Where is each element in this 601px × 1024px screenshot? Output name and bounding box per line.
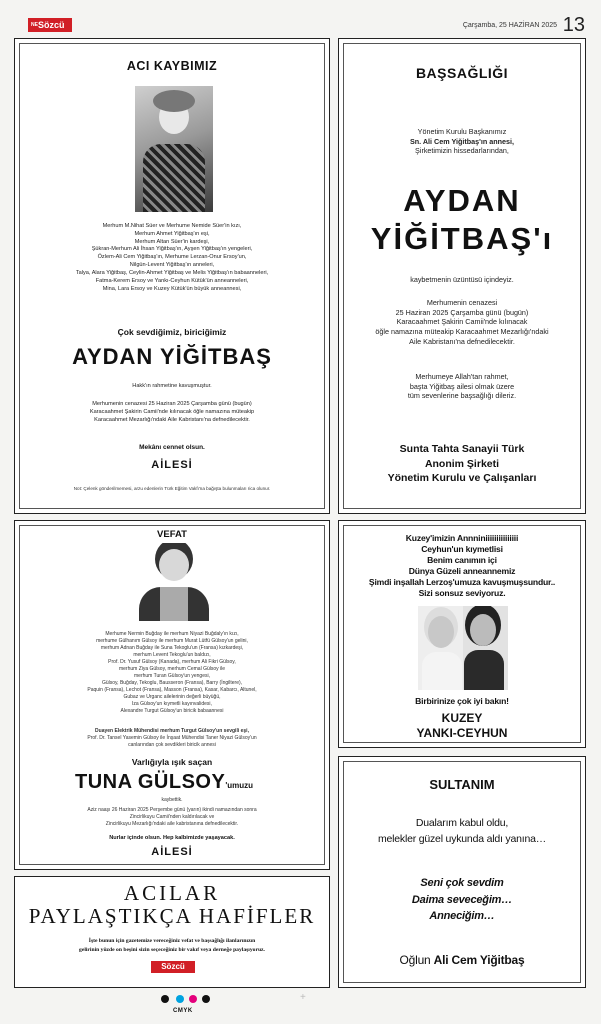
ad4-family-photo — [418, 606, 508, 690]
ad1-family-text: Merhum M.Nihat Süer ve Merhume Nemide Süer'in kızı, Merhum Ahmet Yiğitbaş'ın eşi, Merhum Altan Süer'in kardeşi, Şükran-Merhum Ali İhsan Yiğitbaş'ın, Ayşen Yiğitbaş'ın yengeleri, Özlem-Ali Cem Yiğitbaş'ın, Merhume Lerzan-Onur Ersoy'un, Nilgün-Levent Yiğitbaş'ın anneleri, Talya, Alara Yiğitbaş, Ceylin-Ahmet Yiğitbaş ve Melis Yiğitbaş'ın babaanneleri, Fatma-Kerem Ersoy ve Yankı-Ceyhun Kütük'ün anneanneleri, Mina, Lara Ersoy ve Kuzey Kütük'ün büyük anneannesi, — [75, 223, 269, 292]
ad1-beloved: Çok sevdiğimiz, biriciğimiz — [117, 327, 227, 337]
promo-logo: Sözcü — [151, 961, 195, 973]
ad3-family-text: Merhume Nermin Buğday ile merhum Niyazi Buğdaly'ın kızı, merhume Gülhanım Gülsoy ile merhum Murat Lütfü Gülsoy'un gelini, merhum Adnan Buğday ile Suna Tekoglu'un (Fransa) kızkardeşi, merhum Levent Tekoglu'un baldızı, Prof. Dr. Yusuf Gülsoy (Kanada), merhum Ali Fikri Gülsoy, merhum Ziya Gülsoy, merhum Cemal Gülsoy ile merhum Turan Gülsoy'un yengesi, Gülsoy, Buğday, Tekoglu, Bausseron (Fransa), Barry (İngiltere), Paquin (Fransa), Lechot (Fransa), Masson (Fransa), Kasar, Kabarcı, Altunel, Gubaz ve Urganc ailelerinin değerli büyüğü, Iza Gülsoy'un kıymetli kayınvalidesi, Alexandre Turgut Gülsoy'un biricik babaannesi — [87, 631, 257, 714]
ad3-name-block — [75, 771, 315, 794]
ad1-portrait-photo — [135, 86, 213, 212]
cmyk-label: CMYK — [173, 1008, 193, 1014]
ad1-heading: ACI KAYBIMIZ — [126, 59, 218, 73]
ad-kuzey — [338, 520, 586, 748]
ad5-italic-lines: Seni çok sevdim Daima seveceğim… Anneciğim… — [411, 877, 513, 922]
ad4-closing: Birbirinize çok iyi bakın! — [415, 696, 509, 706]
ad3-name-suffix: 'umuzu — [225, 781, 254, 790]
ad3-funeral-text: Aziz naaşı 26 Haziran 2025 Perşembe günü (yarın) ikindi namazından sonra Zincirlikuyu Camii'nden kaldırılacak ve Zincirlikuyu Mezarlığı'ndaki aile kabristanına defnedilecektir. — [87, 807, 257, 827]
registration-mark-icon: + — [300, 992, 306, 1003]
color-dot-black2-icon — [202, 995, 210, 1003]
ad1-signature: AİLESİ — [151, 459, 193, 471]
ad2-sorrow: kaybetmenin üzüntüsü içindeyiz. — [410, 275, 514, 284]
ad3-signature: AİLESİ — [151, 846, 193, 858]
ad-bassagligi — [338, 38, 586, 514]
ad2-heading: BAŞSAĞLIĞI — [415, 65, 509, 81]
page-number: 13 — [562, 14, 585, 36]
ad1-passed: Hakk'ın rahmetine kavuşmuştur. — [132, 383, 212, 389]
ad3-prayer: Nurlar içinde olsun. Hep kalbimizde yaşayacak. — [109, 835, 235, 841]
ad1-prayer: Mekânı cennet olsun. — [139, 444, 205, 451]
ad1-note: Not: Çelenk gönderilmemesi, arzu edenlerin Türk Eğitim Vakfı'na bağışta bulunmaları rica olunur. — [73, 486, 271, 491]
promo-box — [14, 876, 330, 988]
promo-title-line1: ACILAR — [123, 881, 221, 905]
ad3-lost: kaybettik. — [161, 797, 183, 803]
ad5-signature: Oğlun Ali Cem Yiğitbaş — [399, 953, 525, 967]
ad2-name-line2: YİĞİTBAŞ'ı — [370, 221, 554, 256]
promo-body: İşte bunun için gazetemize vereceğiniz vefat ve başsağlığı ilanlarınızın gelirinin yüzde on beşini sizin seçeceğiniz bir vakıf veya derneğe paylaşıyoruz. — [79, 938, 265, 953]
ad2-prayer: Merhumeye Allah'tan rahmet, başta Yiğitbaş ailesi olmak üzere tüm sevenlerine başsağlığı dileriz. — [407, 372, 517, 401]
page-date: Çarşamba, 25 HAZİRAN 2025 — [462, 22, 557, 29]
ad2-intro: Yönetim Kurulu Başkanımız Sn. Ali Cem Yiğitbaş'ın annesi, Şirketimizin hissedarlarından, — [409, 127, 515, 156]
ad-vefat — [14, 520, 330, 870]
ad1-funeral-text: Merhumenin cenazesi 25 Haziran 2025 Çarşamba günü (bugün) Karacaahmet Şakirin Camii'nde kılınacak öğle namazına müteakip Karacaahmet Mezarlığı'ndaki Aile Kabristanı'na defnedilecektir. — [89, 401, 255, 423]
color-dot-magenta-icon — [189, 995, 197, 1003]
ad4-message: Kuzey'imizin Annniniiiiiiiiiiiiiii Ceyhun'un kıymetlisi Benim canımın içi Dünya Güzeli anneannemiz Şimdi inşallah Lerzoş'umuza kavuşmuşsundur.. Sizi sonsuz seviyoruz. — [368, 533, 556, 598]
ad5-lines: Dualarım kabul oldu, melekler güzel uykunda aldı yanına… — [377, 817, 547, 846]
ad1-name: AYDAN YİĞİTBAŞ — [72, 344, 272, 369]
ad-sultanim — [338, 756, 586, 988]
newspaper-logo: $^{NE}$Sözcü — [28, 18, 72, 32]
ad3-heading: VEFAT — [157, 529, 187, 540]
ad4-signature: KUZEY YANKI-CEYHUN — [416, 711, 508, 740]
ad-aci-kaybimiz — [14, 38, 330, 514]
ad3-portrait-photo — [133, 543, 215, 621]
color-dot-black-icon — [161, 995, 169, 1003]
color-dot-cyan-icon — [176, 995, 184, 1003]
ad3-engineer-text: Duayen Elektrik Mühendisi merhum Turgut Gülsoy'un sevgili eşi, Prof. Dr. Tansel Yasemin Gülsoy ile İnşaat Mühendisi Taner Niyazi Gülsoy'un canlarından çok sevdikleri biricik annesi — [87, 728, 257, 748]
ad2-name-line1: AYDAN — [403, 183, 521, 218]
ad5-heading: SULTANIM — [429, 777, 495, 792]
promo-title-line2: PAYLAŞTIKÇA HAFİFLER — [28, 904, 316, 928]
ad3-light: Varlığıyla ışık saçan — [131, 757, 213, 767]
ad2-funeral: Merhumenin cenazesi 25 Haziran 2025 Çarşamba günü (bugün) Karacaahmet Şakirin Camii'nde kılınacak öğle namazına müteakip Karacaahmet Mezarlığı'ndaki Aile Kabristanı'na defnedilecektir. — [375, 298, 549, 346]
ad3-name: TUNA GÜLSOY — [75, 771, 226, 793]
ad2-company: Sunta Tahta Sanayii Türk Anonim Şirketi Yönetim Kurulu ve Çalışanları — [387, 443, 537, 485]
